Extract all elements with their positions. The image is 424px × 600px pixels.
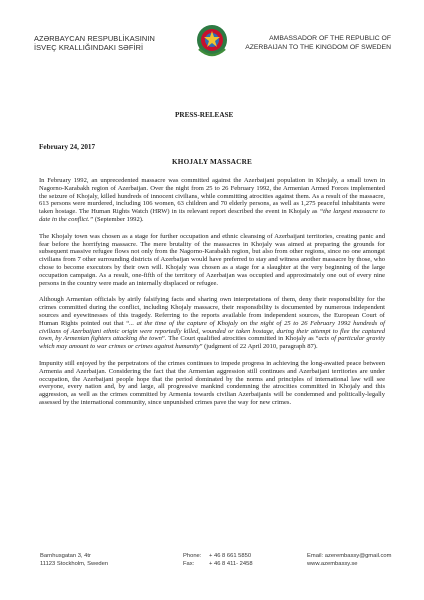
p3-text-c: ” (judgment of 22 April 2010, paragraph 87). (199, 343, 318, 351)
header-left-line1: AZƏRBAYCAN RESPUBLİKASININ (34, 34, 155, 43)
p3-quote-1: ... at the time of the capture of Khojaly on the night of 25 to 26 February 1992 hundreds of civilians of Azerbaijani ethnic origin were reportedly killed, wounded or taken hostage, during their attempt to flee the captured town, by Armenian fighters attacking the town (39, 319, 385, 343)
email-link[interactable]: Email: azerembassy@gmail.com (307, 553, 392, 559)
p1-text-a: In February 1992, an unprecedented massacre was committed against the Azerbaijani population in Khojaly, a small town in Nagorno-Karabakh region of Azerbaijan. Over the night from 25 to 26 February 1992, the Armenian Armed Forces implemented the seizure of Khojaly, killed hundreds of innocent civilians, while committing atrocities against them. As a result of the massacre, 613 persons were murdered, including 106 women, 63 children and 70 elderly persons, as well as 1,275 peaceful inhabitants were taken hostage. The Human Rights Watch (HRW) in its relevant report described the event in Khojaly as (39, 177, 385, 216)
phone-number: + 46 8 661 5850 (209, 553, 252, 559)
document-date: February 24, 2017 (39, 143, 96, 151)
document-title: KHOJALY MASSACRE (172, 158, 252, 166)
footer-address (40, 553, 108, 568)
fax-label: Fax: (183, 560, 195, 567)
p3-text-a: Although Armenian officials by airily falsifying facts and sharing own interpretations of them, deny their responsibility for the crimes committed during the conflict, including Khojaly massacre, their responsibility is documented by numerous independent sources and eyewitnesses of this tragedy. Referring to the reports available from independent sources, the European Court of Human Rights pointed out that “ (39, 296, 385, 327)
phone-label: Phone: (183, 553, 202, 559)
paragraph-4: Impunity still enjoyed by the perpetrators of the crimes continues to impede progress in achieving the long-awaited peace between Armenia and Azerbaijan. Considering the fact that the Armenian aggression still continues and Azerbaijani territories are under occupation, the Azerbaijani people hope that the period dominated by the norms and principles of international law will see everyone, every nation and, by and large, all progressive mankind condemning the atrocities committed in Khojaly and this aggression, as well as the crimes committed by Armenia towards civilian Azerbaijanis will be condemned and politically-legally assessed by the international community, since unpunished crimes pave the way for new crimes. (39, 359, 385, 406)
address-line-1: Barnhusgatan 3, 4tr (40, 553, 91, 559)
document-body (39, 177, 385, 416)
header-right-line2: AZERBAIJAN TO THE KINGDOM OF SWEDEN (245, 44, 391, 51)
fax-number: + 46 8 411- 2458 (209, 560, 253, 567)
address-line-2: 11123 Stockholm, Sweden (40, 560, 109, 567)
paragraph-2: The Khojaly town was chosen as a stage for further occupation and ethnic cleansing of Azerbaijani territories, creating panic and fear before the horrifying massacre. The mere brutality of the massacres in Khojaly was aimed at preparing the grounds for subsequent massive refugee flows not only from the Nagorno-Karabakh region, but also from other regions, since no one amongst civilians from 7 other surrounding districts of Azerbaijan would have preferred to stay and witness another massacre by those, who chose to become executors by their own will. Khojaly was chosen as a stage for a slaughter at the very beginning of the large occupation campaign. As a result, one-fifth of the territory of Azerbaijan was occupied and approximately one out of every nine persons in the country were made an internally displaced or refugee. (39, 232, 385, 287)
header-right-line1: AMBASSADOR OF THE REPUBLIC OF (269, 35, 391, 42)
footer-online (307, 553, 392, 568)
azerbaijan-emblem-icon (194, 23, 230, 59)
header-left-block (34, 34, 194, 52)
header-right-block (231, 34, 391, 52)
paragraph-3 (39, 296, 385, 351)
header-left-line2: İSVEÇ KRALLIĞINDAKI SƏFİRİ (34, 43, 144, 52)
paragraph-1 (39, 177, 385, 224)
p1-quote: “the largest massacre to date in the conflict.” (39, 208, 385, 223)
footer-contact (183, 553, 253, 568)
press-release-label: PRESS-RELEASE (175, 111, 234, 119)
p1-text-b: (September 1992). (93, 215, 144, 223)
p3-quote-2: acts of particular gravity which may amount to war crimes or crimes against humanity (39, 335, 385, 351)
website-link[interactable]: www.azembassy.se (307, 560, 358, 567)
p3-text-b: ”. The Court qualified atrocities committed in Khojaly as “ (161, 335, 319, 343)
